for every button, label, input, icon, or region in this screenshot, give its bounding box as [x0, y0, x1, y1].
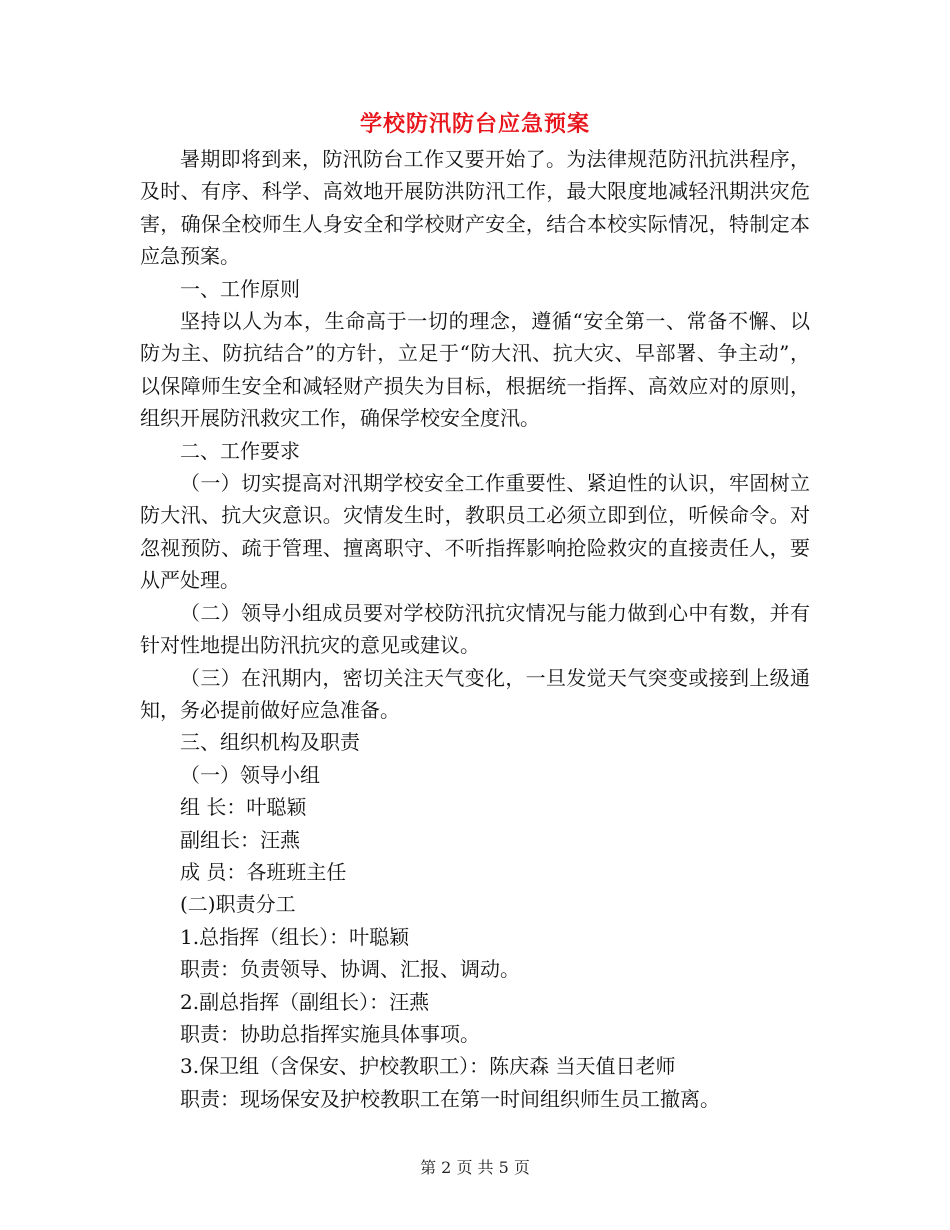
requirement-item-1: （一）切实提高对汛期学校安全工作重要性、紧迫性的认识，牢固树立防大汛、抗大灾意识。灾情发生时，教职员工必须立即到位，听候命令。对忽视预防、疏于管理、擅离职守、不听指挥影响抢险救灾的直接责任人，要从严处理。 — [140, 471, 810, 593]
duty-3-title: 3.保卫组（含保安、护校教职工）：陈庆森 当天值日老师 — [180, 1054, 676, 1079]
section-heading-principles: 一、工作原则 — [180, 276, 300, 301]
duty-2-title: 2.副总指挥（副组长）：汪燕 — [180, 989, 430, 1014]
duty-3-description: 职责：现场保安及护校教职工在第一时间组织师生员工撤离。 — [180, 1086, 720, 1111]
subheading-leadership-group: （一）领导小组 — [180, 762, 320, 787]
requirement-item-2: （二）领导小组成员要对学校防汛抗灾情况与能力做到心中有数，并有针对性地提出防汛抗灾的意见或建议。 — [140, 600, 810, 658]
leader-line: 组 长：叶聪颖 — [180, 795, 307, 820]
document-body — [140, 143, 810, 1115]
document-title: 学校防汛防台应急预案 — [359, 111, 590, 137]
requirement-item-3: （三）在汛期内，密切关注天气变化，一旦发觉天气突变或接到上级通知，务必提前做好应急准备。 — [140, 665, 810, 722]
page-number-footer: 第 2 页 共 5 页 — [420, 1158, 530, 1177]
intro-paragraph: 暑期即将到来，防汛防台工作又要开始了。为法律规范防汛抗洪程序，及时、有序、科学、高效地开展防洪防汛工作，最大限度地减轻汛期洪灾危害，确保全校师生人身安全和学校财产安全，结合本校实际情况，特制定本应急预案。 — [140, 147, 810, 269]
subheading-duty-division: (二)职责分工 — [180, 892, 296, 917]
duty-1-title: 1.总指挥（组长）：叶聪颖 — [180, 924, 410, 949]
section-heading-requirements: 二、工作要求 — [180, 438, 300, 463]
members-line: 成 员：各班班主任 — [180, 859, 347, 884]
duty-1-description: 职责：负责领导、协调、汇报、调动。 — [180, 957, 520, 982]
principles-paragraph: 坚持以人为本，生命高于一切的理念，遵循“安全第一、常备不懈、以防为主、防抗结合”的方针，立足于“防大汛、抗大灾、早部署、争主动”，以保障师生安全和减轻财产损失为目标，根据统一指挥、高效应对的原则，组织开展防汛救灾工作，确保学校安全度汛。 — [140, 309, 810, 431]
duty-2-description: 职责：协助总指挥实施具体事项。 — [180, 1021, 480, 1046]
section-heading-organization: 三、组织机构及职责 — [180, 730, 360, 755]
deputy-line: 副组长：汪燕 — [180, 827, 300, 852]
